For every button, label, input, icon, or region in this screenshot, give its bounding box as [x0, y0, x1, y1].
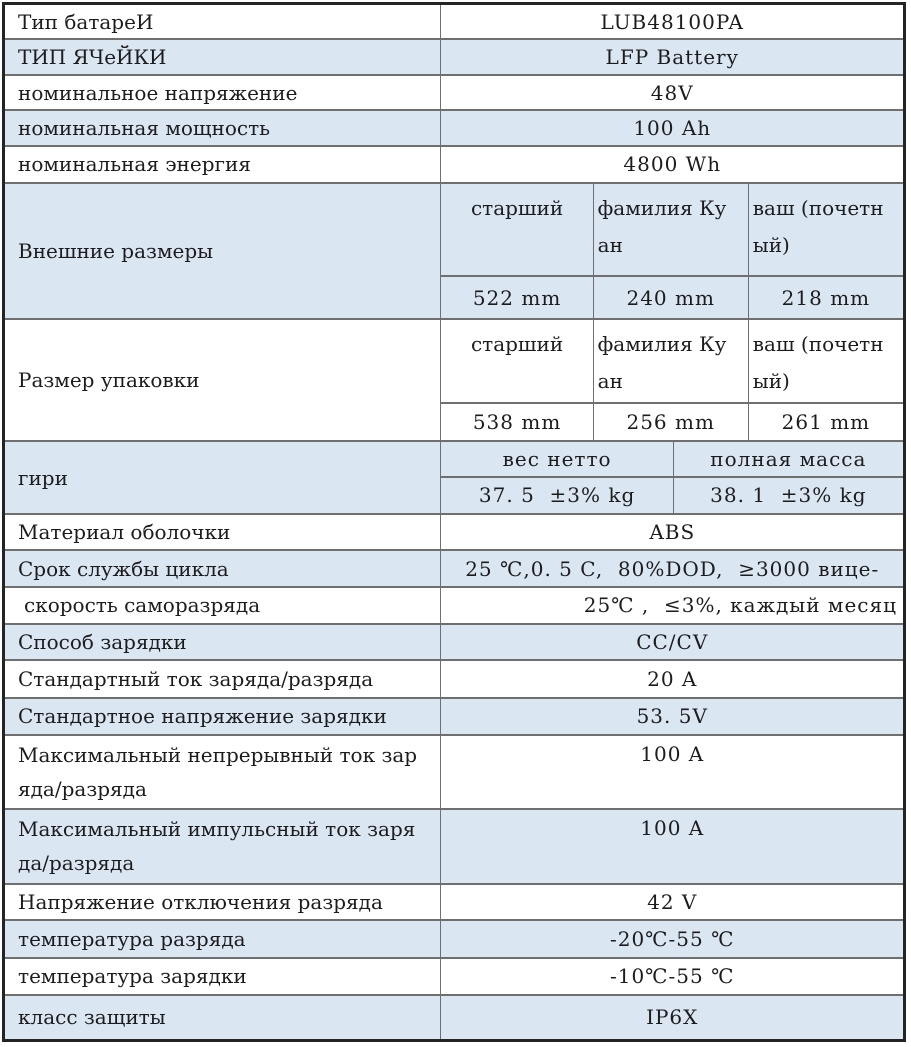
cycle-life-label: Срок службы цикла: [4, 550, 441, 587]
standard-charge-voltage-label: Стандартное напряжение зарядки: [4, 698, 441, 735]
cell-type-value: LFP Battery: [441, 39, 905, 75]
discharge-temperature-value: -20℃-55 ℃: [441, 920, 905, 958]
row-self-discharge-rate: [4, 587, 905, 624]
discharge-cutoff-voltage-label: Напряжение отключения разряда: [4, 884, 441, 921]
external-dimensions-col2-header: [593, 183, 748, 277]
row-cell-type: [4, 39, 905, 75]
row-package-size-header: [4, 319, 905, 403]
nominal-capacity-value: 100 Ah: [441, 110, 905, 146]
package-size-col1-header: старший: [441, 319, 593, 403]
max-continuous-current-value: 100 A: [441, 735, 905, 809]
header-line-2: ый): [752, 232, 790, 257]
discharge-cutoff-voltage-value: 42 V: [441, 884, 905, 921]
package-size-col2-header: [593, 319, 748, 403]
package-size-col2-value: 256 mm: [593, 403, 748, 442]
weight-gross-value: 38. 1 ±3% kg: [673, 477, 904, 514]
protection-class-label: класс защиты: [4, 995, 441, 1041]
max-pulse-current-label: [4, 809, 441, 883]
header-line-1: фамилия Ку: [597, 195, 727, 220]
header-line-2: ый): [752, 369, 790, 394]
weight-label: гири: [4, 441, 441, 513]
header-line-1: ваш (почетн: [752, 332, 884, 357]
nominal-voltage-label: номинальное напряжение: [4, 75, 441, 111]
standard-current-label: Стандартный ток заряда/разряда: [4, 660, 441, 698]
self-discharge-rate-label: скорость саморазряда: [4, 587, 441, 624]
nominal-capacity-label: номинальная мощность: [4, 110, 441, 146]
row-external-dimensions-header: [4, 183, 905, 277]
header-line-1: фамилия Ку: [597, 332, 727, 357]
max-continuous-current-label: [4, 735, 441, 809]
standard-charge-voltage-value: 53. 5V: [441, 698, 905, 735]
charge-temperature-value: -10℃-55 ℃: [441, 958, 905, 995]
protection-class-value: IP6X: [441, 995, 905, 1041]
row-standard-charge-voltage: [4, 698, 905, 735]
row-standard-current: [4, 660, 905, 698]
standard-current-value: 20 A: [441, 660, 905, 698]
package-size-col3-value: 261 mm: [748, 403, 904, 442]
battery-model-label: Тип батареИ: [4, 4, 441, 40]
nominal-energy-value: 4800 Wh: [441, 146, 905, 183]
external-dimensions-col2-value: 240 mm: [593, 276, 748, 319]
external-dimensions-col1-header: старший: [441, 183, 593, 277]
row-discharge-temperature: [4, 920, 905, 958]
row-case-material: [4, 514, 905, 551]
label-line-1: Максимальный импульсный ток заря: [18, 816, 416, 841]
package-size-col3-header: [748, 319, 904, 403]
row-nominal-capacity: [4, 110, 905, 146]
row-charge-method: [4, 624, 905, 661]
row-max-pulse-current: [4, 809, 905, 883]
nominal-voltage-value: 48V: [441, 75, 905, 111]
discharge-temperature-label: температура разряда: [4, 920, 441, 958]
charge-temperature-label: температура зарядки: [4, 958, 441, 995]
external-dimensions-label: Внешние размеры: [4, 183, 441, 319]
header-line-2: ан: [597, 369, 623, 394]
row-max-continuous-current: [4, 735, 905, 809]
package-size-col1-value: 538 mm: [441, 403, 593, 442]
row-cycle-life: [4, 550, 905, 587]
battery-model-value: LUB48100PA: [441, 4, 905, 40]
weight-net-header: вес нетто: [441, 441, 673, 477]
label-line-1: Максимальный непрерывный ток зар: [18, 742, 418, 767]
battery-spec-table: [2, 2, 906, 1042]
package-size-label: Размер упаковки: [4, 319, 441, 441]
header-line-2: ан: [597, 232, 623, 257]
row-nominal-energy: [4, 146, 905, 183]
row-discharge-cutoff-voltage: [4, 884, 905, 921]
row-protection-class: [4, 995, 905, 1041]
row-nominal-voltage: [4, 75, 905, 111]
cycle-life-value: 25 ℃,0. 5 C, 80%DOD, ≥3000 вице-: [441, 550, 905, 587]
header-line-1: ваш (почетн: [752, 195, 884, 220]
nominal-energy-label: номинальная энергия: [4, 146, 441, 183]
row-weight-header: [4, 441, 905, 477]
case-material-label: Материал оболочки: [4, 514, 441, 551]
max-pulse-current-value: 100 A: [441, 809, 905, 883]
cell-type-label: ТИП ЯЧеЙКИ: [4, 39, 441, 75]
weight-net-value: 37. 5 ±3% kg: [441, 477, 673, 514]
external-dimensions-col3-value: 218 mm: [748, 276, 904, 319]
external-dimensions-col1-value: 522 mm: [441, 276, 593, 319]
charge-method-value: CC/CV: [441, 624, 905, 661]
external-dimensions-col3-header: [748, 183, 904, 277]
self-discharge-rate-value: 25℃ , ≤3%, каждый месяц: [441, 587, 905, 624]
row-charge-temperature: [4, 958, 905, 995]
weight-gross-header: полная масса: [673, 441, 904, 477]
charge-method-label: Способ зарядки: [4, 624, 441, 661]
label-line-2: яда/разряда: [18, 776, 147, 801]
row-battery-model: [4, 4, 905, 40]
case-material-value: ABS: [441, 514, 905, 551]
label-line-2: да/разряда: [18, 851, 135, 876]
